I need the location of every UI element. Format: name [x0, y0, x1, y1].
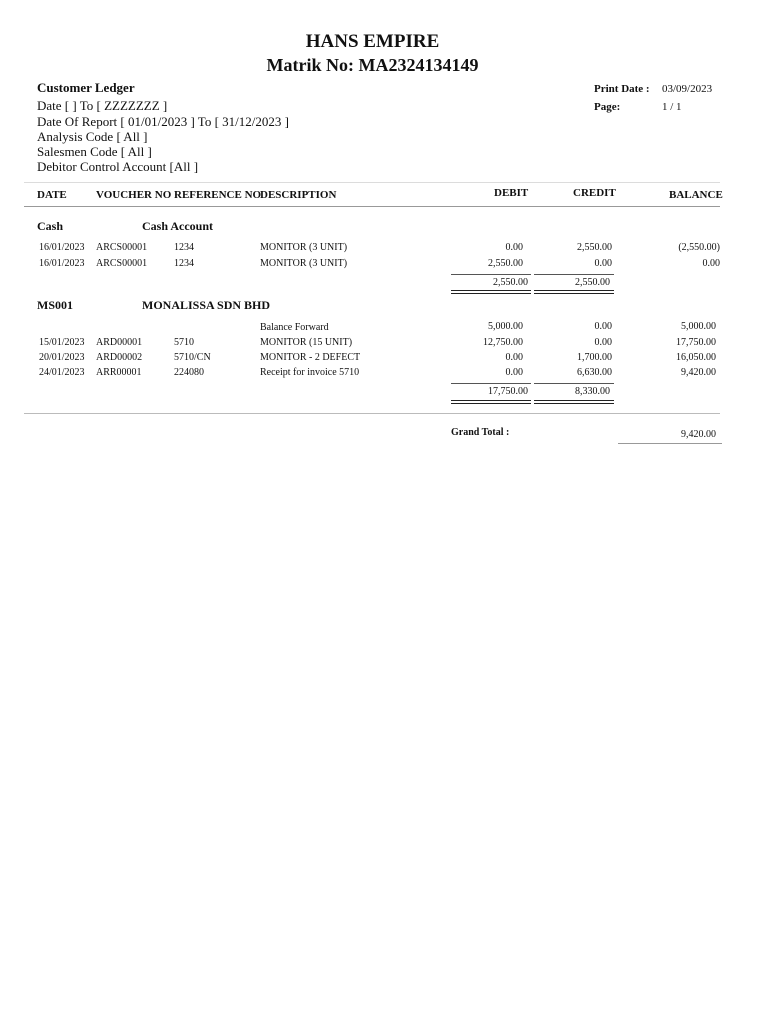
cell-description: Balance Forward — [260, 322, 329, 333]
cell-debit: 5,000.00 — [488, 321, 523, 332]
col-debit: DEBIT — [494, 187, 529, 199]
criteria-date: Date [ ] To [ ZZZZZZZ ] — [37, 98, 168, 113]
cell-description: MONITOR (3 UNIT) — [260, 242, 348, 253]
cell-description: MONITOR (3 UNIT) — [260, 258, 348, 269]
cell-debit: 0.00 — [505, 352, 523, 363]
cell-voucher: ARD00001 — [96, 337, 143, 348]
cell-credit: 0.00 — [594, 337, 612, 348]
cell-credit: 6,630.00 — [577, 367, 612, 378]
cell-voucher: ARD00002 — [96, 352, 143, 363]
cell-debit: 0.00 — [505, 367, 523, 378]
double-underline-debit — [451, 290, 531, 294]
subtotal-rule-debit — [451, 274, 531, 275]
grand-total-value: 9,420.00 — [681, 429, 716, 440]
grand-total-label: Grand Total : — [451, 427, 510, 438]
header-bottom-rule — [24, 206, 720, 207]
cell-date: 20/01/2023 — [39, 352, 85, 363]
print-date-label: Print Date : — [594, 83, 650, 95]
group-code: Cash — [37, 219, 64, 233]
company-name: HANS EMPIRE — [305, 31, 440, 52]
cell-credit: 2,550.00 — [577, 242, 612, 253]
criteria-analysis-code: Analysis Code [ All ] — [37, 129, 148, 144]
cell-reference: 1234 — [174, 258, 194, 269]
criteria-salesmen-code: Salesmen Code [ All ] — [37, 144, 152, 159]
cell-description: MONITOR (15 UNIT) — [260, 337, 353, 348]
double-underline-credit — [534, 290, 614, 294]
cell-balance: 9,420.00 — [681, 367, 716, 378]
cell-debit: 2,550.00 — [488, 258, 523, 269]
subtotal-rule-credit — [534, 274, 614, 275]
col-description: DESCRIPTION — [260, 189, 337, 201]
cell-balance: (2,550.00) — [678, 242, 720, 253]
col-credit: CREDIT — [573, 187, 616, 199]
cell-credit: 0.00 — [594, 321, 612, 332]
group-total-debit: 2,550.00 — [493, 277, 528, 288]
cell-balance: 5,000.00 — [681, 321, 716, 332]
cell-date: 16/01/2023 — [39, 258, 85, 269]
cell-reference: 5710 — [174, 337, 194, 348]
cell-description: MONITOR - 2 DEFECT — [260, 352, 361, 363]
group-total-debit: 17,750.00 — [488, 386, 528, 397]
group-total-credit: 8,330.00 — [575, 386, 610, 397]
cell-credit: 0.00 — [594, 258, 612, 269]
cell-balance: 17,750.00 — [676, 337, 716, 348]
cell-date: 15/01/2023 — [39, 337, 85, 348]
grand-total-underline — [618, 443, 722, 444]
double-underline-credit — [534, 400, 614, 404]
cell-reference: 5710/CN — [174, 352, 211, 363]
page-value: 1 / 1 — [662, 101, 682, 113]
cell-reference: 224080 — [174, 367, 204, 378]
cell-voucher: ARCS00001 — [96, 258, 148, 269]
group-total-credit: 2,550.00 — [575, 277, 610, 288]
cell-balance: 0.00 — [702, 258, 720, 269]
col-reference: REFERENCE NO — [174, 189, 262, 201]
matrik-number: Matrik No: MA2324134149 — [266, 55, 479, 75]
cell-reference: 1234 — [174, 242, 194, 253]
page-label: Page: — [594, 101, 621, 113]
cell-credit: 1,700.00 — [577, 352, 612, 363]
cell-balance: 16,050.00 — [676, 352, 716, 363]
grand-total-rule — [24, 413, 720, 414]
cell-date: 16/01/2023 — [39, 242, 85, 253]
col-balance: BALANCE — [669, 189, 723, 201]
col-date: DATE — [37, 189, 67, 201]
cell-date: 24/01/2023 — [39, 367, 85, 378]
subtotal-rule-credit — [534, 383, 614, 384]
group-code: MS001 — [37, 298, 73, 312]
double-underline-debit — [451, 400, 531, 404]
group-name: MONALISSA SDN BHD — [142, 298, 271, 312]
cell-debit: 12,750.00 — [483, 337, 523, 348]
subtotal-rule-debit — [451, 383, 531, 384]
criteria-date-of-report: Date Of Report [ 01/01/2023 ] To [ 31/12/2023 ] — [37, 114, 289, 129]
print-date-value: 03/09/2023 — [662, 83, 713, 95]
report-title: Customer Ledger — [37, 80, 135, 95]
criteria-debitor-control: Debitor Control Account [All ] — [37, 159, 199, 174]
header-top-rule — [24, 182, 720, 183]
cell-voucher: ARR00001 — [96, 367, 142, 378]
cell-debit: 0.00 — [505, 242, 523, 253]
col-voucher: VOUCHER NO — [96, 189, 172, 201]
group-name: Cash Account — [142, 219, 214, 233]
cell-description: Receipt for invoice 5710 — [260, 367, 360, 378]
cell-voucher: ARCS00001 — [96, 242, 148, 253]
